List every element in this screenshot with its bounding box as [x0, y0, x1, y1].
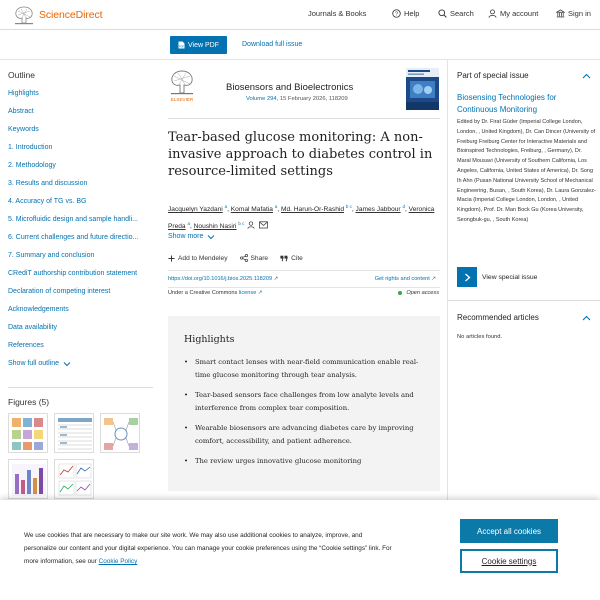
author-separator: ,	[351, 206, 356, 214]
cookie-banner	[0, 500, 600, 600]
journal-title[interactable]: Biosensors and Bioelectronics	[226, 82, 354, 93]
share-button[interactable]	[240, 254, 269, 262]
show-more-label: Show more	[168, 233, 204, 240]
cookie-policy-link[interactable]: Cookie Policy	[98, 558, 138, 565]
author-item[interactable]	[281, 206, 356, 213]
journal-cover-image-icon	[406, 68, 439, 110]
chevron-up-icon[interactable]	[582, 73, 591, 79]
author-list	[168, 200, 443, 234]
figure-thumbnail-1[interactable]	[8, 413, 48, 453]
figure-thumbnail-3[interactable]	[100, 413, 140, 453]
nav-my-account[interactable]	[488, 9, 538, 18]
open-access-dot-icon	[398, 291, 402, 295]
chevron-up-icon[interactable]	[582, 315, 591, 321]
special-issue-heading: Part of special issue	[457, 71, 529, 80]
author-affiliation[interactable]: d	[402, 204, 405, 209]
outline-list	[8, 89, 153, 359]
highlights-heading: Highlights	[184, 334, 235, 345]
nav-sign-in-label: Sign in	[568, 9, 591, 18]
outline-item-references[interactable]: References	[8, 342, 44, 349]
share-label: Share	[250, 254, 269, 262]
highlight-item: • Tear-based sensors face challenges from low analyte levels and interference from complex tear composition.	[184, 389, 424, 414]
nav-search[interactable]	[438, 9, 474, 18]
nav-sign-in[interactable]	[556, 9, 591, 18]
doi-text: https://doi.org/10.1016/j.bios.2025.118209	[168, 276, 273, 282]
show-more-button[interactable]	[168, 233, 215, 240]
pdf-file-icon	[178, 41, 185, 49]
outline-item-accuracy[interactable]: 4. Accuracy of TG vs. BG	[8, 198, 87, 205]
journal-header	[168, 68, 440, 112]
nav-search-label: Search	[450, 9, 474, 18]
outline-sidebar	[8, 70, 153, 367]
recommended-divider	[448, 300, 600, 301]
highlights-list	[184, 356, 424, 476]
author-item[interactable]	[194, 223, 245, 230]
add-to-mendeley-button[interactable]	[168, 255, 228, 262]
outline-item-keywords[interactable]: Keywords	[8, 126, 39, 133]
figure-thumbnail-5[interactable]	[54, 459, 94, 499]
outline-heading: Outline	[8, 70, 35, 80]
highlights-box	[168, 316, 440, 491]
nav-my-account-label: My account	[500, 9, 539, 18]
article-actions	[168, 254, 315, 262]
cookie-text	[24, 529, 394, 568]
article-title: Tear-based glucose monitoring: A non-invasive approach to diabetes control in resource-limited settings	[168, 130, 433, 179]
nav-help[interactable]	[392, 9, 419, 18]
outline-item-microfluidic[interactable]: 5. Microfluidic design and sample handli...	[8, 216, 138, 223]
figure-1-image-icon	[9, 414, 48, 453]
view-pdf-button[interactable]	[170, 36, 227, 54]
issue-date: , 15 February 2026, 118209	[276, 96, 348, 102]
cookie-body: We use cookies that are necessary to make our site work. We may also use additional cookies to analyze, improve, and personalize our content and your digital experience. You can manage your cookie preferences using the “Cookie settings” link. For more information, see our	[24, 532, 392, 565]
recommended-heading: Recommended articles	[457, 313, 539, 322]
author-affiliation[interactable]: a	[187, 221, 190, 227]
show-full-outline-button[interactable]	[8, 360, 153, 367]
figure-3-diagram-icon	[101, 414, 140, 453]
figure-thumbnail-2[interactable]	[54, 413, 94, 453]
get-rights-link[interactable]	[375, 276, 436, 282]
cite-button[interactable]	[280, 255, 303, 262]
author-item[interactable]	[231, 206, 281, 213]
outline-item-introduction[interactable]: 1. Introduction	[8, 144, 53, 151]
figures-section	[8, 397, 140, 499]
author-name[interactable]: Md. Harun-Or-Rashid	[280, 206, 344, 214]
outline-item-challenges[interactable]: 6. Current challenges and future directio...	[8, 234, 139, 241]
license-row	[168, 289, 440, 301]
chevron-down-icon	[207, 234, 215, 240]
journal-divider	[168, 118, 440, 119]
author-name[interactable]: Noushin Nasiri	[193, 223, 237, 231]
journal-meta	[246, 96, 348, 102]
open-access-label: Open access	[406, 290, 439, 296]
outline-item-results[interactable]: 3. Results and discussion	[8, 180, 88, 187]
nav-help-label: Help	[404, 9, 420, 18]
view-pdf-label: View PDF	[188, 41, 219, 49]
view-special-issue-label: View special issue	[482, 273, 538, 281]
top-header	[0, 0, 600, 30]
author-separator: ,	[277, 206, 281, 214]
view-special-issue-button[interactable]	[457, 267, 537, 287]
plus-icon	[168, 255, 175, 262]
brand-name: ScienceDirect	[39, 9, 103, 21]
cookie-settings-button[interactable]: Cookie settings	[460, 549, 558, 573]
chevron-down-icon	[63, 361, 71, 367]
author-name[interactable]: James Jabbour	[355, 206, 401, 214]
author-separator: ,	[189, 223, 194, 231]
license-text	[168, 290, 263, 296]
highlight-item: • Wearable biosensors are advancing diabetes care by improving comfort, accessibility, and patient adherence.	[184, 422, 424, 447]
svg-text:?: ?	[395, 11, 398, 18]
external-link-icon: ↗	[257, 290, 263, 296]
figure-5-line-icon	[55, 460, 94, 499]
sidebar-divider	[8, 387, 153, 388]
right-sidebar	[447, 60, 600, 500]
doi-row	[168, 270, 440, 288]
recommended-empty: No articles found.	[457, 334, 503, 340]
show-full-outline-label: Show full outline	[8, 360, 59, 367]
download-full-issue-link[interactable]: Download full issue	[242, 41, 303, 48]
chevron-right-icon	[464, 273, 471, 282]
user-icon	[488, 9, 497, 18]
accept-all-cookies-button[interactable]: Accept all cookies	[460, 519, 558, 543]
nav-journals-books[interactable]	[308, 9, 366, 18]
external-link-icon: ↗	[431, 276, 436, 282]
external-link-icon: ↗	[273, 276, 279, 282]
outline-item-data-availability[interactable]: Data availability	[8, 324, 58, 331]
author-affiliation[interactable]: a	[274, 204, 278, 209]
author-separator: ,	[404, 206, 409, 214]
highlight-item: • Smart contact lenses with near-field communication enable real-time glucose monitoring through tear analysis.	[184, 356, 424, 381]
add-to-mendeley-label: Add to Mendeley	[178, 254, 228, 262]
outline-item-abstract[interactable]: Abstract	[8, 108, 34, 115]
author-separator: ,	[227, 206, 231, 214]
outline-item-highlights[interactable]: Highlights	[8, 90, 39, 97]
author-affiliation[interactable]: b c	[238, 221, 245, 227]
figure-thumbnails	[8, 413, 140, 499]
elsevier-logo-icon[interactable]	[168, 68, 196, 106]
figure-2-table-icon	[55, 414, 94, 453]
outline-item-acknowledgements[interactable]: Acknowledgements	[8, 306, 69, 313]
view-special-issue-arrow	[457, 267, 477, 287]
figures-heading: Figures (5)	[8, 397, 50, 407]
email-icon[interactable]	[259, 221, 268, 229]
author-affiliation[interactable]: a	[224, 204, 228, 209]
corresponding-author-icon[interactable]	[247, 221, 255, 229]
open-access-badge	[398, 290, 439, 296]
outline-item-summary[interactable]: 7. Summary and conclusion	[8, 252, 95, 259]
sciencedirect-logo[interactable]	[13, 4, 102, 26]
outline-item-declaration[interactable]: Declaration of competing interest	[8, 288, 111, 295]
share-icon	[240, 254, 248, 262]
outline-item-credit[interactable]: CRediT authorship contribution statement	[8, 270, 138, 277]
author-name[interactable]: Jacquelyn Yazdani	[168, 206, 223, 214]
elsevier-tree-icon	[13, 5, 35, 25]
institution-icon	[556, 9, 565, 18]
journal-cover[interactable]	[406, 68, 439, 110]
outline-item-methodology[interactable]: 2. Methodology	[8, 162, 56, 169]
svg-text:PDF: PDF	[178, 45, 185, 49]
cite-label: Cite	[291, 254, 303, 262]
elsevier-wordmark: ELSEVIER	[170, 97, 194, 102]
pdf-toolbar	[0, 31, 600, 60]
special-issue-title[interactable]: Biosensing Technologies for Continuous Monitoring	[457, 93, 557, 114]
search-icon	[438, 9, 447, 18]
author-name[interactable]: Veronica Preda	[168, 206, 435, 231]
quote-icon	[280, 255, 288, 262]
help-circle-icon	[392, 9, 401, 18]
author-name[interactable]: Komal Mafatia	[230, 206, 273, 214]
author-item[interactable]	[168, 206, 231, 213]
doi-link[interactable]	[168, 276, 278, 282]
author-item[interactable]	[356, 206, 409, 213]
figure-thumbnail-4[interactable]	[8, 459, 48, 499]
nav-journals-books-label: Journals & Books	[308, 9, 367, 18]
figure-4-bar-icon	[9, 460, 48, 499]
highlight-item: • The review urges innovative glucose monitoring	[184, 455, 424, 468]
get-rights-text: Get rights and content	[374, 276, 430, 282]
license-link[interactable]: license	[238, 290, 257, 296]
author-affiliation[interactable]: b c	[345, 204, 352, 209]
volume-link[interactable]: Volume 294	[246, 96, 277, 102]
license-prefix: Under a Creative Commons	[168, 290, 239, 296]
special-issue-editors: Edited by Dr. Firat Güder (Imperial College London, London, , United Kingdom), Dr. Can Dincer (University of Freiburg Freiburg Center for Interactive Materials and Bioinspired Technologies, Freiburg, , Germany), Dr. Maral Mousavi (University of Southern California, Los Angeles, California, United States of America), Dr. Song Ih Ahn (Pusan National University School of Mechanical Engineering, Busan, , South Korea), Dr. Laura Gonzalez-Macia (Imperial College London, London, , United Kingdom), Prof. Dr. Man Bock Gu (Korea University, Seongbuk-gu, , South Korea)	[457, 119, 596, 223]
